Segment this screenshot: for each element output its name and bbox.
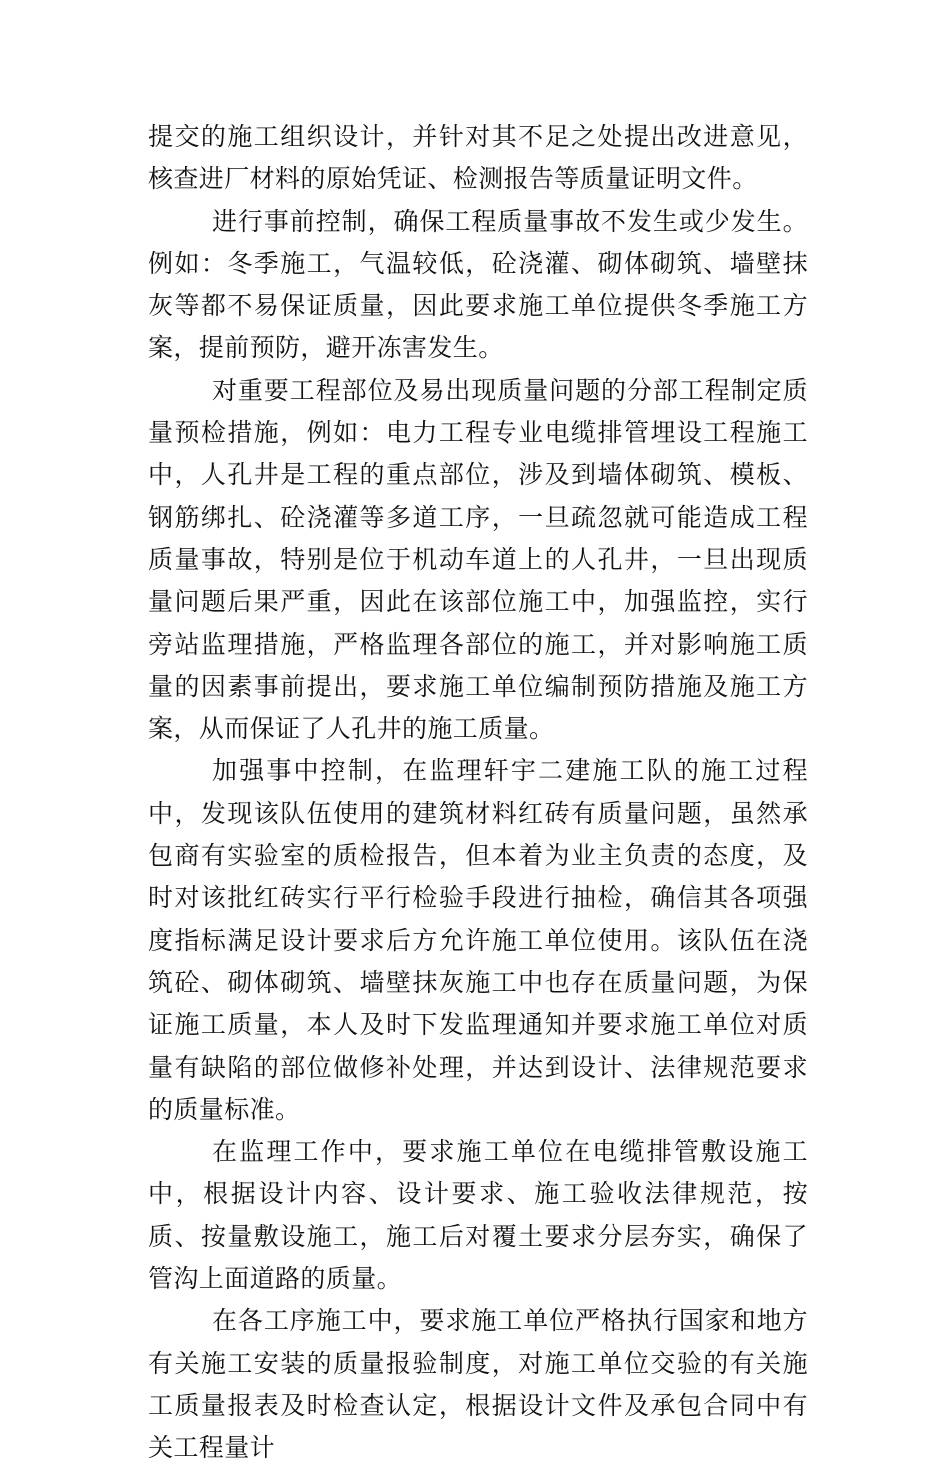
- paragraph: 提交的施工组织设计，并针对其不足之处提出改进意见，核查进厂材料的原始凭证、检测报告等质量证明文件。: [148, 122, 808, 194]
- paragraph: 加强事中控制，在监理轩宇二建施工队的施工过程中，发现该队伍使用的建筑材料红砖有质量问题，虽然承包商有实验室的质检报告，但本着为业主负责的态度，及时对该批红砖实行平行检验手段进行抽检，确信其各项强度指标满足设计要求后方允许施工单位使用。该队伍在浇筑砼、砌体砌筑、墙壁抹灰施工中也存在质量问题，为保证施工质量，本人及时下发监理通知并要求施工单位对质量有缺陷的部位做修补处理，并达到设计、法律规范要求的质量标准。: [148, 756, 808, 1124]
- paragraph: 在监理工作中，要求施工单位在电缆排管敷设施工中，根据设计内容、设计要求、施工验收法律规范，按质、按量敷设施工，施工后对覆土要求分层夯实，确保了管沟上面道路的质量。: [148, 1137, 808, 1294]
- body-text: [148, 116, 808, 1470]
- paragraph: 进行事前控制，确保工程质量事故不发生或少发生。例如：冬季施工，气温较低，砼浇灌、砌体砌筑、墙壁抹灰等都不易保证质量，因此要求施工单位提供冬季施工方案，提前预防，避开冻害发生。: [148, 206, 808, 363]
- paragraph: 在各工序施工中，要求施工单位严格执行国家和地方有关施工安装的质量报验制度，对施工单位交验的有关施工质量报表及时检查认定，根据设计文件及承包合同中有关工程量计: [148, 1306, 808, 1463]
- paragraph: 对重要工程部位及易出现质量问题的分部工程制定质量预检措施，例如：电力工程专业电缆排管埋设工程施工中，人孔井是工程的重点部位，涉及到墙体砌筑、模板、钢筋绑扎、砼浇灌等多道工序，一旦疏忽就可能造成工程质量事故，特别是位于机动车道上的人孔井，一旦出现质量问题后果严重，因此在该部位施工中，加强监控，实行旁站监理措施，严格监理各部位的施工，并对影响施工质量的因素事前提出，要求施工单位编制预防措施及施工方案，从而保证了人孔井的施工质量。: [148, 375, 808, 744]
